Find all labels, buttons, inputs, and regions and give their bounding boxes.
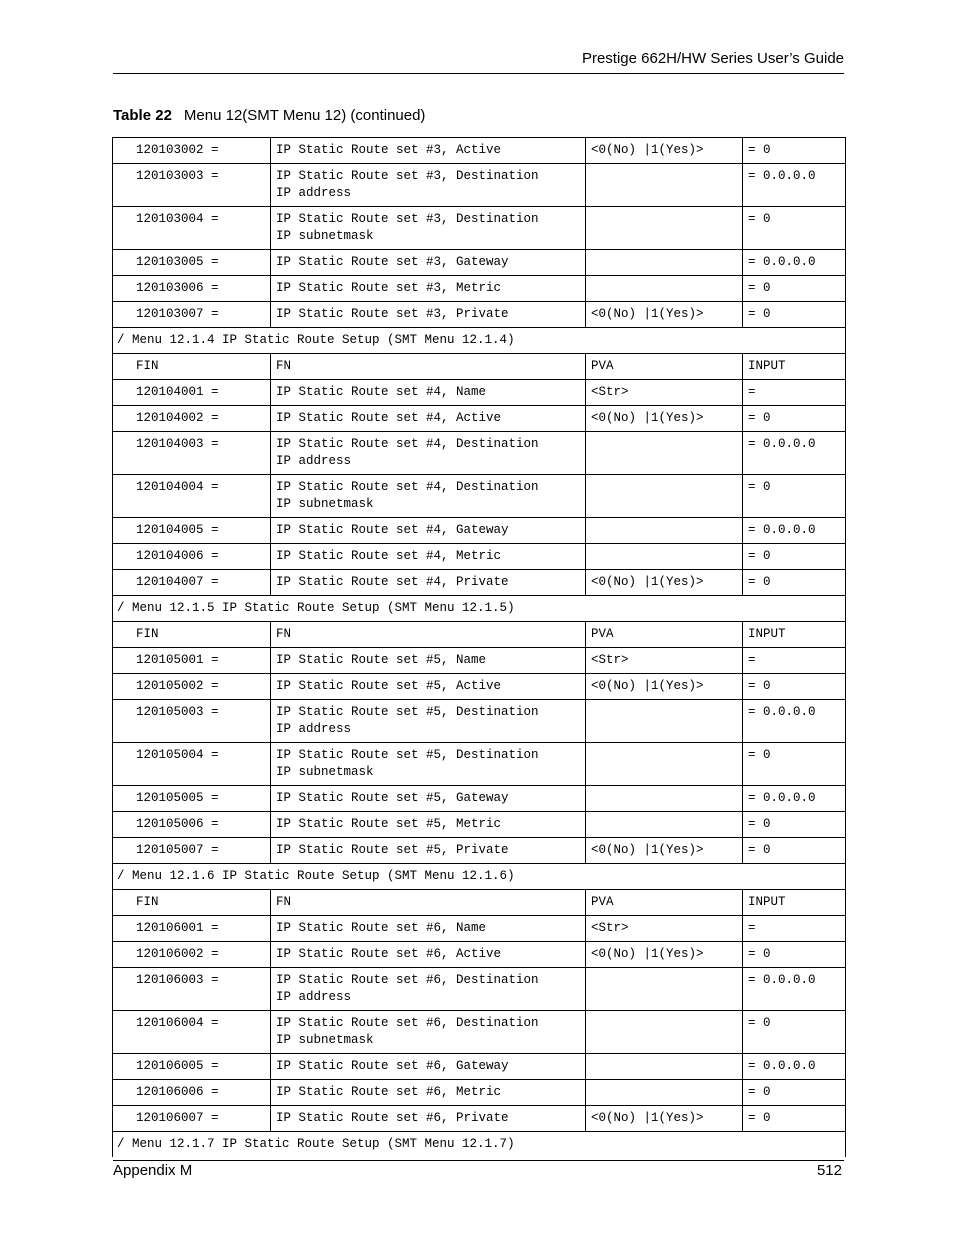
input-cell: = 0	[743, 1080, 846, 1106]
input-cell: = 0.0.0.0	[743, 250, 846, 276]
fin-cell: 120105003 =	[113, 700, 271, 743]
fin-cell: 120103002 =	[113, 138, 271, 164]
table-row	[113, 518, 846, 544]
fn-cell: IP Static Route set #6, Private	[271, 1106, 586, 1132]
fn-cell: FN	[271, 890, 586, 916]
pva-cell: <0(No) |1(Yes)>	[586, 570, 743, 596]
pva-cell	[586, 1080, 743, 1106]
fn-cell: IP Static Route set #6, Gateway	[271, 1054, 586, 1080]
pva-cell: <0(No) |1(Yes)>	[586, 138, 743, 164]
table-row	[113, 544, 846, 570]
fn-cell: IP Static Route set #6, Destination IP address	[271, 968, 586, 1011]
fin-cell: 120104001 =	[113, 380, 271, 406]
pva-cell: <0(No) |1(Yes)>	[586, 674, 743, 700]
footer-section: Appendix M	[113, 1162, 193, 1179]
fin-cell: 120103007 =	[113, 302, 271, 328]
input-cell: =	[743, 916, 846, 942]
pva-cell	[586, 276, 743, 302]
fn-cell: IP Static Route set #4, Metric	[271, 544, 586, 570]
fin-cell: 120104002 =	[113, 406, 271, 432]
pva-cell	[586, 250, 743, 276]
table-title: Menu 12(SMT Menu 12) (continued)	[183, 107, 426, 124]
pva-cell	[586, 1011, 743, 1054]
input-cell: = 0	[743, 207, 846, 250]
input-cell: = 0.0.0.0	[743, 164, 846, 207]
fn-cell: IP Static Route set #5, Gateway	[271, 786, 586, 812]
fin-cell: 120105006 =	[113, 812, 271, 838]
table-row	[113, 570, 846, 596]
pva-cell: PVA	[586, 354, 743, 380]
fin-cell: FIN	[113, 890, 271, 916]
table-row	[113, 916, 846, 942]
table-row	[113, 406, 846, 432]
table-row	[113, 1106, 846, 1132]
fin-cell: 120105002 =	[113, 674, 271, 700]
input-cell: = 0	[743, 276, 846, 302]
fn-cell: IP Static Route set #5, Active	[271, 674, 586, 700]
fn-cell: IP Static Route set #4, Gateway	[271, 518, 586, 544]
running-header: Prestige 662H/HW Series User’s Guide	[581, 50, 844, 67]
input-cell: = 0	[743, 743, 846, 786]
fn-cell: FN	[271, 622, 586, 648]
table-row	[113, 475, 846, 518]
table-caption	[113, 107, 425, 124]
fn-cell: IP Static Route set #4, Destination IP address	[271, 432, 586, 475]
input-cell: = 0.0.0.0	[743, 432, 846, 475]
section-title: / Menu 12.1.4 IP Static Route Setup (SMT Menu 12.1.4)	[113, 328, 846, 354]
input-cell: =	[743, 648, 846, 674]
fn-cell: IP Static Route set #5, Metric	[271, 812, 586, 838]
input-cell: = 0	[743, 1106, 846, 1132]
pva-cell: PVA	[586, 622, 743, 648]
fn-cell: IP Static Route set #4, Private	[271, 570, 586, 596]
table-row	[113, 354, 846, 380]
table-row	[113, 1054, 846, 1080]
fn-cell: IP Static Route set #3, Private	[271, 302, 586, 328]
fin-cell: 120103004 =	[113, 207, 271, 250]
pva-cell: <0(No) |1(Yes)>	[586, 942, 743, 968]
table-row	[113, 812, 846, 838]
pva-cell: <0(No) |1(Yes)>	[586, 838, 743, 864]
fin-cell: 120106007 =	[113, 1106, 271, 1132]
pva-cell: <0(No) |1(Yes)>	[586, 1106, 743, 1132]
input-cell: = 0	[743, 838, 846, 864]
table-row	[113, 700, 846, 743]
table-row	[113, 164, 846, 207]
fn-cell: IP Static Route set #4, Active	[271, 406, 586, 432]
input-cell: INPUT	[743, 354, 846, 380]
fin-cell: FIN	[113, 354, 271, 380]
fin-cell: 120106005 =	[113, 1054, 271, 1080]
fn-cell: IP Static Route set #3, Destination IP address	[271, 164, 586, 207]
fn-cell: IP Static Route set #4, Name	[271, 380, 586, 406]
input-cell: = 0.0.0.0	[743, 968, 846, 1011]
fin-cell: 120104007 =	[113, 570, 271, 596]
header-rule	[113, 73, 844, 74]
fin-cell: 120104005 =	[113, 518, 271, 544]
fn-cell: IP Static Route set #6, Name	[271, 916, 586, 942]
fin-cell: 120103003 =	[113, 164, 271, 207]
fin-cell: 120105004 =	[113, 743, 271, 786]
input-cell: = 0	[743, 544, 846, 570]
fin-cell: 120105001 =	[113, 648, 271, 674]
fn-cell: IP Static Route set #6, Metric	[271, 1080, 586, 1106]
fin-cell: 120103005 =	[113, 250, 271, 276]
pva-cell	[586, 786, 743, 812]
section-row	[113, 328, 846, 354]
pva-cell	[586, 207, 743, 250]
input-cell: = 0.0.0.0	[743, 786, 846, 812]
input-cell: = 0	[743, 942, 846, 968]
table-row	[113, 968, 846, 1011]
fin-cell: 120104006 =	[113, 544, 271, 570]
fin-cell: 120105007 =	[113, 838, 271, 864]
table-row	[113, 786, 846, 812]
fn-cell: IP Static Route set #3, Destination IP subnetmask	[271, 207, 586, 250]
pva-cell	[586, 164, 743, 207]
table-row	[113, 1011, 846, 1054]
fin-cell: 120104004 =	[113, 475, 271, 518]
section-row	[113, 864, 846, 890]
fn-cell: IP Static Route set #3, Active	[271, 138, 586, 164]
input-cell: = 0	[743, 812, 846, 838]
table-row	[113, 838, 846, 864]
pva-cell: <0(No) |1(Yes)>	[586, 406, 743, 432]
pva-cell: <Str>	[586, 916, 743, 942]
input-cell: = 0	[743, 1011, 846, 1054]
input-cell: INPUT	[743, 890, 846, 916]
pva-cell	[586, 968, 743, 1011]
table-row	[113, 622, 846, 648]
pva-cell	[586, 518, 743, 544]
input-cell: = 0.0.0.0	[743, 1054, 846, 1080]
input-cell: =	[743, 380, 846, 406]
table-row	[113, 276, 846, 302]
pva-cell	[586, 1054, 743, 1080]
fin-cell: 120105005 =	[113, 786, 271, 812]
fin-cell: 120104003 =	[113, 432, 271, 475]
table-row	[113, 942, 846, 968]
input-cell: = 0	[743, 475, 846, 518]
pva-cell	[586, 743, 743, 786]
page-number: 512	[816, 1162, 842, 1179]
pva-cell	[586, 432, 743, 475]
input-cell: = 0	[743, 406, 846, 432]
fn-cell: IP Static Route set #5, Name	[271, 648, 586, 674]
section-title: / Menu 12.1.7 IP Static Route Setup (SMT Menu 12.1.7)	[113, 1132, 846, 1158]
fn-cell: IP Static Route set #3, Gateway	[271, 250, 586, 276]
table-row	[113, 207, 846, 250]
section-row	[113, 596, 846, 622]
input-cell: INPUT	[743, 622, 846, 648]
pva-cell: <0(No) |1(Yes)>	[586, 302, 743, 328]
fin-cell: 120106003 =	[113, 968, 271, 1011]
pva-cell	[586, 700, 743, 743]
input-cell: = 0	[743, 674, 846, 700]
pva-cell: PVA	[586, 890, 743, 916]
input-cell: = 0	[743, 570, 846, 596]
section-title: / Menu 12.1.5 IP Static Route Setup (SMT Menu 12.1.5)	[113, 596, 846, 622]
section-title: / Menu 12.1.6 IP Static Route Setup (SMT Menu 12.1.6)	[113, 864, 846, 890]
fin-cell: 120106001 =	[113, 916, 271, 942]
table-row	[113, 1080, 846, 1106]
input-cell: = 0.0.0.0	[743, 518, 846, 544]
fin-cell: 120106002 =	[113, 942, 271, 968]
table-number: Table 22	[113, 107, 172, 124]
table-row	[113, 890, 846, 916]
menu-table	[112, 137, 846, 1157]
footer-rule	[113, 1160, 844, 1161]
pva-cell	[586, 475, 743, 518]
fin-cell: 120106004 =	[113, 1011, 271, 1054]
fn-cell: FN	[271, 354, 586, 380]
pva-cell	[586, 544, 743, 570]
table-row	[113, 432, 846, 475]
table-row	[113, 302, 846, 328]
table-row	[113, 380, 846, 406]
section-row	[113, 1132, 846, 1158]
table-row	[113, 648, 846, 674]
fn-cell: IP Static Route set #6, Active	[271, 942, 586, 968]
input-cell: = 0	[743, 302, 846, 328]
table-row	[113, 743, 846, 786]
table-row	[113, 138, 846, 164]
input-cell: = 0	[743, 138, 846, 164]
fn-cell: IP Static Route set #5, Destination IP subnetmask	[271, 743, 586, 786]
table-row	[113, 250, 846, 276]
fn-cell: IP Static Route set #5, Private	[271, 838, 586, 864]
table-row	[113, 674, 846, 700]
input-cell: = 0.0.0.0	[743, 700, 846, 743]
pva-cell: <Str>	[586, 380, 743, 406]
menu-table-body	[113, 138, 846, 1158]
fin-cell: 120106006 =	[113, 1080, 271, 1106]
fn-cell: IP Static Route set #5, Destination IP address	[271, 700, 586, 743]
fin-cell: FIN	[113, 622, 271, 648]
fn-cell: IP Static Route set #4, Destination IP subnetmask	[271, 475, 586, 518]
fn-cell: IP Static Route set #3, Metric	[271, 276, 586, 302]
fn-cell: IP Static Route set #6, Destination IP subnetmask	[271, 1011, 586, 1054]
pva-cell: <Str>	[586, 648, 743, 674]
pva-cell	[586, 812, 743, 838]
fin-cell: 120103006 =	[113, 276, 271, 302]
